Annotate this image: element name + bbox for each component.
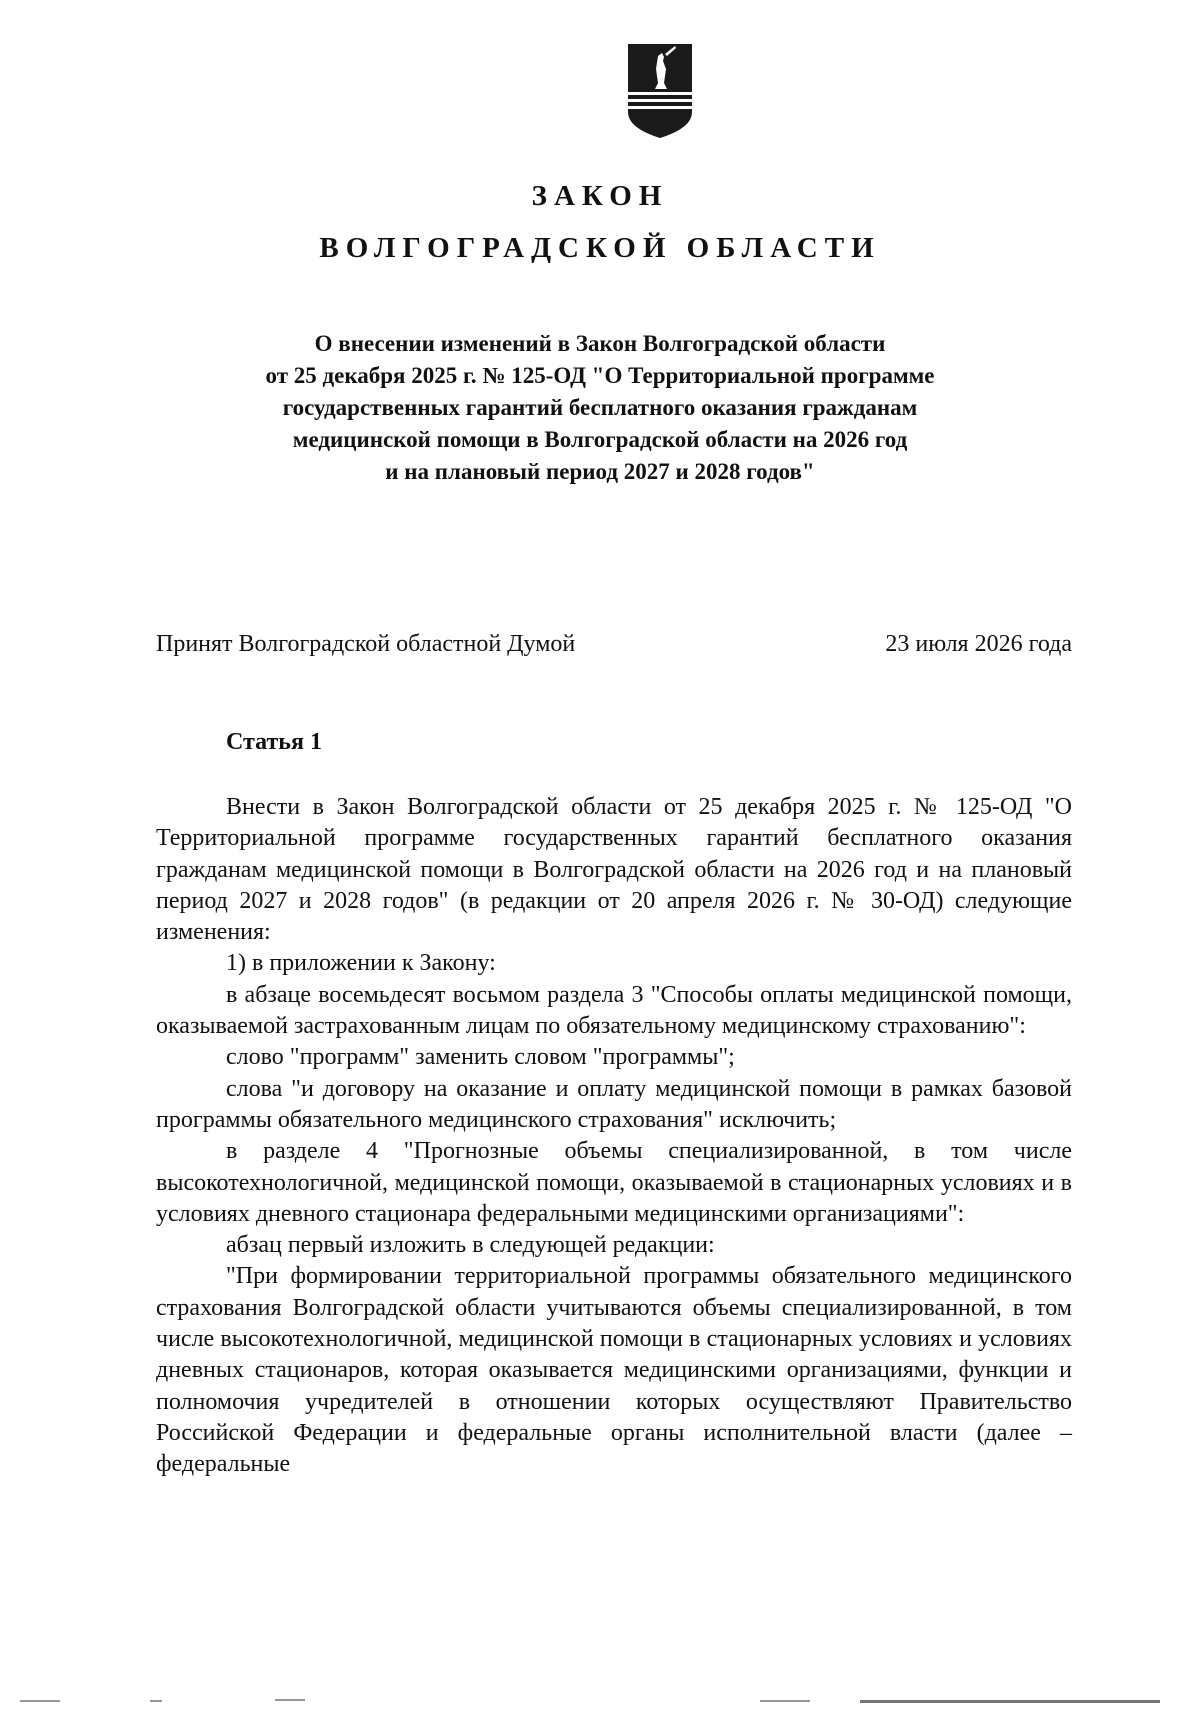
paragraph: слово "программ" заменить словом "программы"; [226, 1044, 735, 1071]
paragraph: Внести в Закон Волгоградской области от 25 декабря 2025 г. № 125-ОД "О Территориальной программе государственных гарантий бесплатного оказания гражданам медицинской помощи в Волгоградской области на 2026 год и на плановый период 2027 и 2028 годов" (в редакции от 20 апреля 2026 г. № 30-ОД) следующие изменения: [156, 794, 1072, 946]
subject-line: от 25 декабря 2025 г. № 125-ОД "О Территориальной программе [265, 363, 935, 388]
paragraph: в абзаце восемьдесят восьмом раздела 3 "Способы оплаты медицинской помощи, оказываемой застрахованным лицам по обязательному медицинскому страхованию": [156, 981, 1072, 1040]
paragraph: слова "и договору на оказание и оплату медицинской помощи в рамках базовой программы обязательного медицинского страхования" исключить; [156, 1075, 1072, 1133]
paragraph: 1) в приложении к Закону: [226, 950, 496, 977]
subject-line: О внесении изменений в Закон Волгоградской области [314, 331, 886, 356]
subject-line: государственных гарантий бесплатного оказания гражданам [282, 395, 918, 420]
law-title: ЗАКОН [531, 180, 669, 212]
law-region-title: ВОЛГОГРАДСКОЙ ОБЛАСТИ [319, 232, 881, 264]
scan-edge-marks [0, 1698, 1200, 1704]
subject-line: и на плановый период 2027 и 2028 годов" [385, 459, 815, 484]
paragraph: "При формировании территориальной программы обязательного медицинского страхования Волгоградской области учитываются объемы специализированной, в том числе высокотехнологичной, медицинской помощи в стационарных условиях и условиях дневных стационаров, которая оказывается медицинскими организациями, функции и полномочия учредителей в отношении которых осуществляют Правительство Российской Федерации и федеральные органы исполнительной власти (далее – федеральные [156, 1263, 1072, 1478]
article-body [156, 792, 1072, 1481]
adopted-by: Принят Волгоградской областной Думой [156, 631, 576, 657]
subject-line: медицинской помощи в Волгоградской области на 2026 год [292, 427, 908, 452]
paragraph: абзац первый изложить в следующей редакции: [226, 1232, 715, 1259]
law-subject [200, 328, 1000, 488]
coat-of-arms-icon [622, 42, 698, 142]
article-heading: Статья 1 [226, 729, 322, 755]
paragraph: в разделе 4 "Прогнозные объемы специализированной, в том числе высокотехнологичной, медицинской помощи, оказываемой в стационарных условиях и в условиях дневного стационара федеральными медицинскими организациями": [156, 1138, 1072, 1227]
adopted-date: 23 июля 2026 года [885, 631, 1072, 657]
adoption-line [156, 628, 1072, 660]
